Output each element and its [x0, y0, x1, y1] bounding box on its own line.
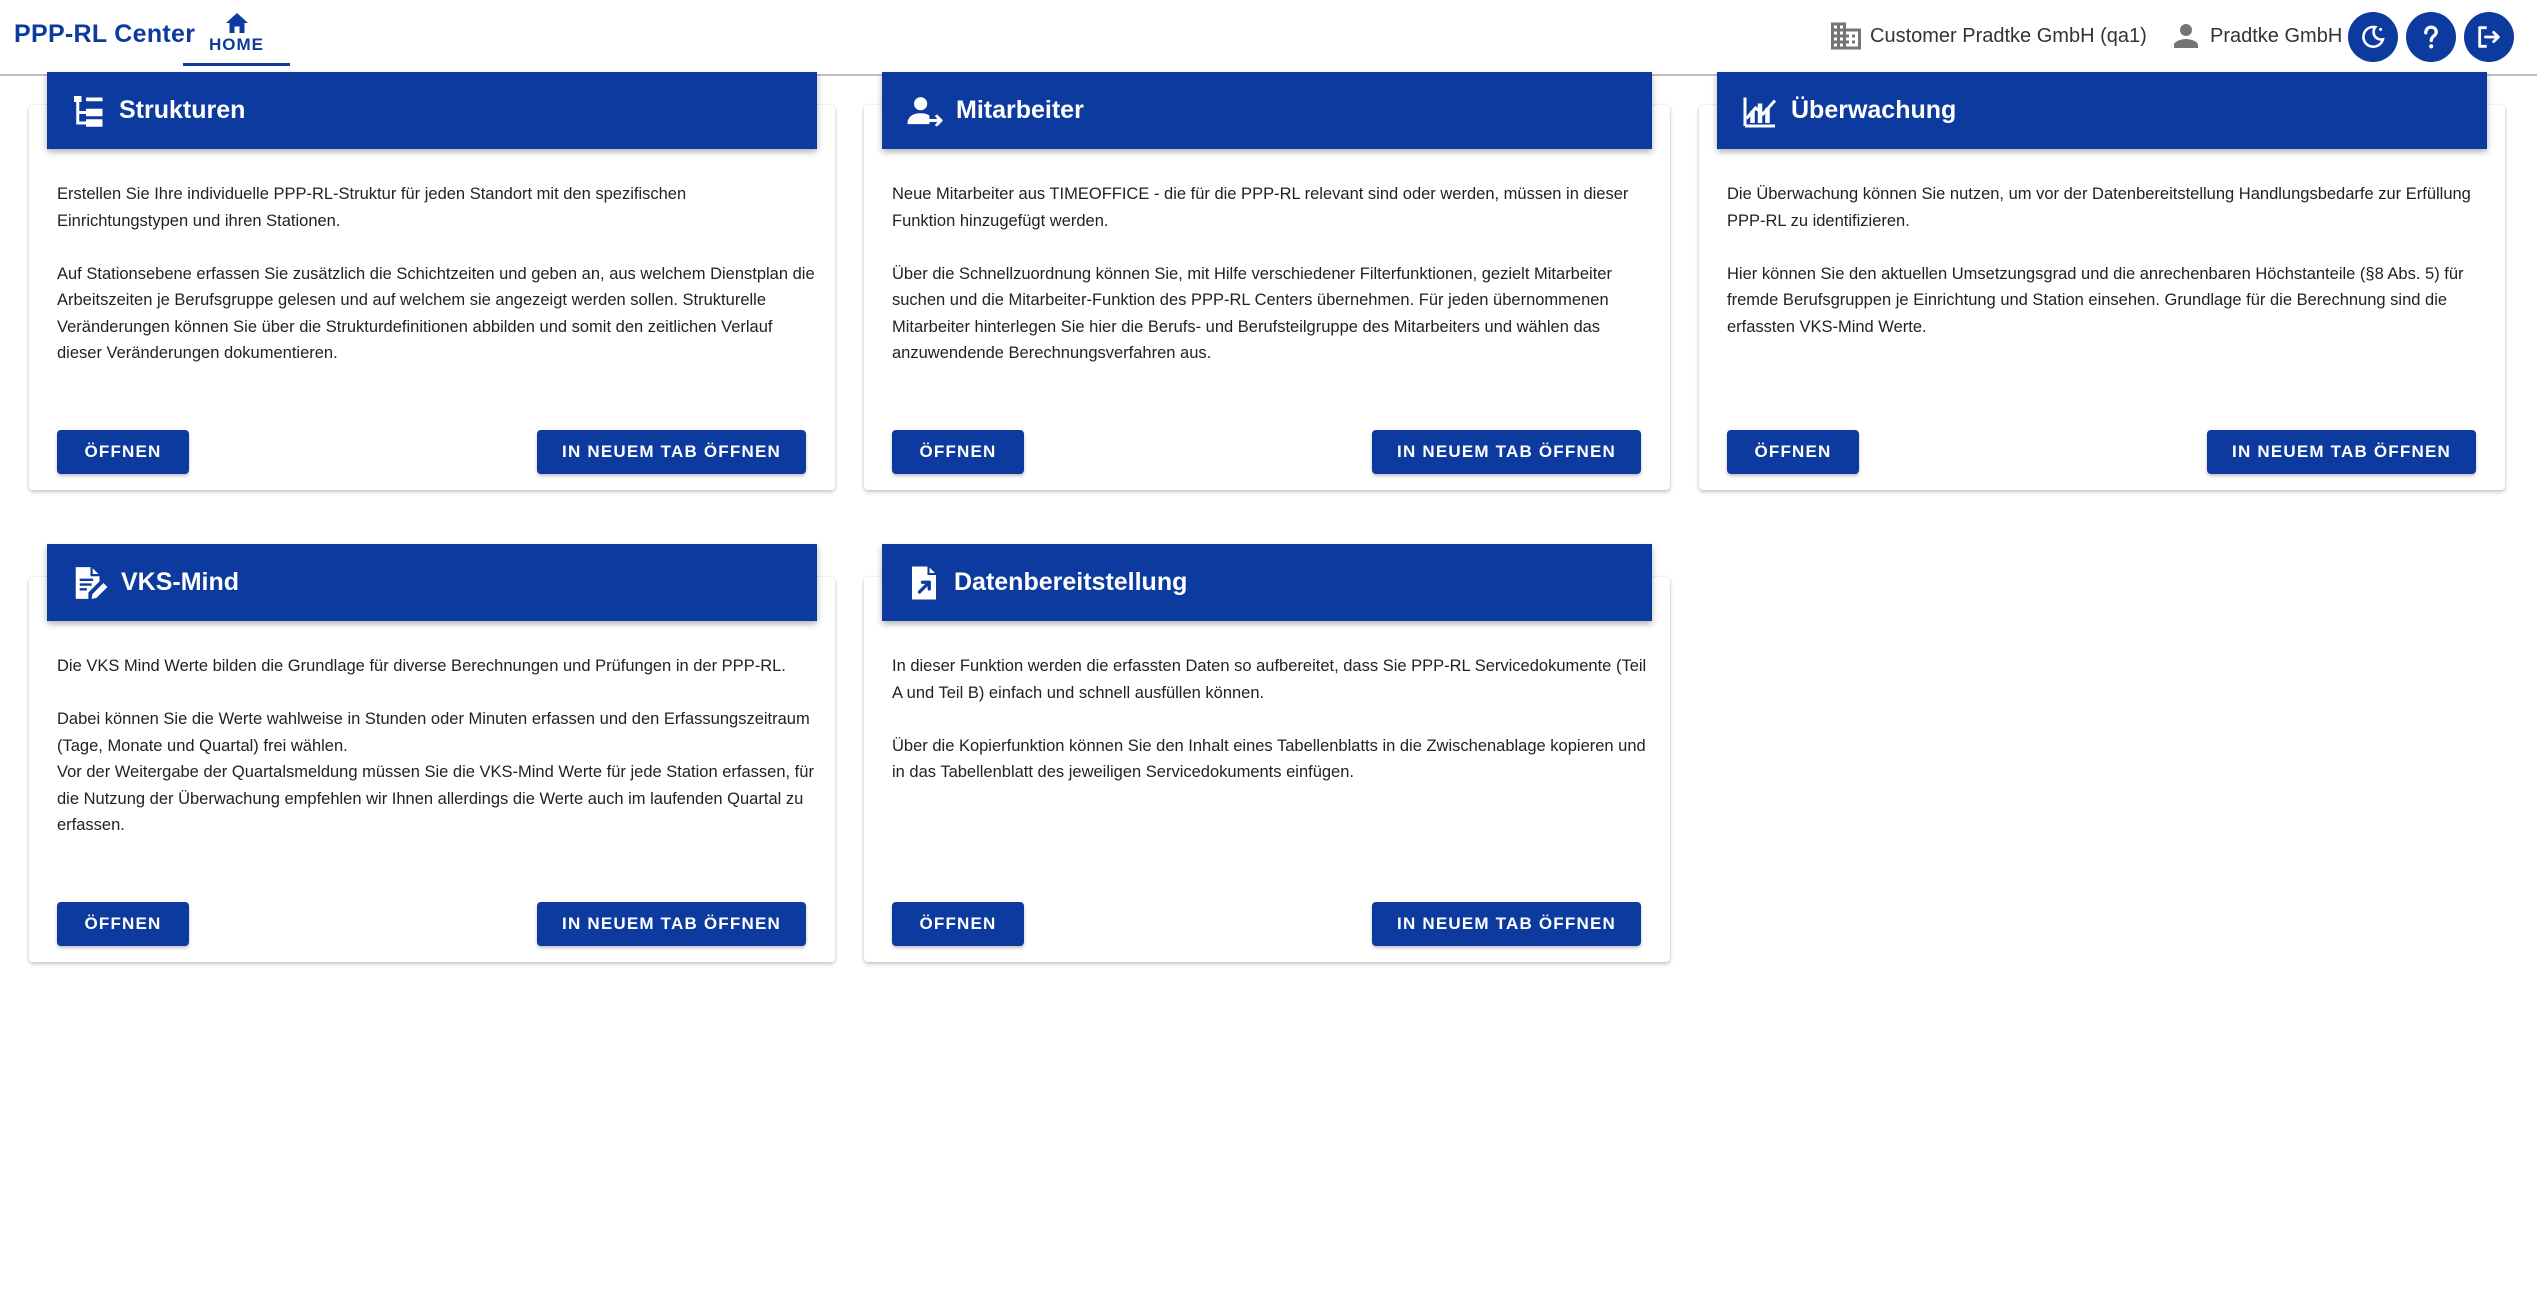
card-paragraph: Die VKS Mind Werte bilden die Grundlage für diverse Berechnungen und Prüfungen in der PPP-RL. — [57, 657, 786, 675]
file-export-icon — [906, 564, 942, 602]
app-title[interactable]: PPP-RL Center — [14, 20, 196, 48]
card-paragraph: Über die Schnellzuordnung können Sie, mit Hilfe verschiedener Filterfunktionen, gezielt Mitarbeiter suchen und die Mitarbeiter-Funktion des PPP-RL Centers übernehmen. Für jeden übernommenen Mitarbeiter hinterlegen Sie hier die Berufs- und Berufsteilgruppe des Mitarbeiters und wählen das anzuwendende Berechnungsverfahren aus. — [892, 264, 1612, 362]
card-description — [57, 653, 817, 839]
card-paragraph: Vor der Weitergabe der Quartalsmeldung müssen Sie die VKS-Mind Werte für jede Station erfassen, für die Nutzung der Überwachung empfehlen wir Ihnen allerdings die Werte auch im laufenden Quartal zu erfassen. — [57, 763, 814, 834]
help-button[interactable] — [2406, 12, 2456, 62]
open-in-new-tab-button[interactable]: IN NEUEM TAB ÖFFNEN — [1372, 430, 1641, 474]
card-paragraph: Die Überwachung können Sie nutzen, um vor der Datenbereitstellung Handlungsbedarfe zur Erfüllung PPP-RL zu identifizieren. — [1727, 185, 2471, 230]
card-datenbereitstellung — [864, 568, 1670, 962]
user-name: Pradtke GmbH — [2210, 24, 2343, 47]
card-vks-mind — [29, 568, 835, 962]
card-description — [57, 181, 817, 367]
tab-home[interactable] — [183, 10, 290, 66]
person-icon — [2168, 18, 2204, 54]
chart-trend-icon — [1741, 93, 1779, 129]
logout-button[interactable] — [2464, 12, 2514, 62]
card-paragraph: Erstellen Sie Ihre individuelle PPP-RL-Struktur für jeden Standort mit den spezifischen Einrichtungstypen und ihren Stationen. — [57, 185, 687, 230]
card-header — [47, 72, 817, 149]
card-strukturen — [29, 96, 835, 490]
card-paragraph: Hier können Sie den aktuellen Umsetzungsgrad und die anrechenbaren Höchstanteile (§8 Abs. 5) für fremde Berufsgruppen je Einrichtung und Station einsehen. Grundlage für die Berechnung sind die erfassten VKS-Mind Werte. — [1727, 264, 2464, 336]
card-title: Strukturen — [119, 96, 246, 124]
open-button[interactable]: ÖFFNEN — [1727, 430, 1859, 474]
card-title: VKS-Mind — [121, 568, 240, 596]
person-arrow-icon — [906, 93, 944, 129]
card-description — [892, 653, 1652, 786]
tab-home-label: HOME — [209, 35, 264, 54]
user-menu[interactable] — [2168, 18, 2342, 54]
document-edit-icon — [71, 564, 109, 602]
open-button[interactable]: ÖFFNEN — [57, 430, 189, 474]
card-title: Datenbereitstellung — [954, 568, 1188, 596]
open-button[interactable]: ÖFFNEN — [892, 902, 1024, 946]
card-ueberwachung — [1699, 96, 2505, 490]
theme-toggle-icon — [2359, 23, 2387, 51]
card-paragraph: Auf Stationsebene erfassen Sie zusätzlich die Schichtzeiten und geben an, aus welchem Dienstplan die Arbeitszeiten je Berufsgruppe gelesen und auf welchem sie angezeigt werden sollen. Strukturelle Veränderungen können Sie über die Strukturdefinitionen abbilden und somit den zeitlichen Verlauf dieser Veränderungen dokumentieren. — [57, 264, 815, 362]
card-paragraph: Neue Mitarbeiter aus TIMEOFFICE - die für die PPP-RL relevant sind oder werden, müssen in dieser Funktion hinzugefügt werden. — [892, 185, 1629, 230]
home-icon — [225, 12, 249, 34]
open-in-new-tab-button[interactable]: IN NEUEM TAB ÖFFNEN — [537, 902, 806, 946]
card-header — [882, 72, 1652, 149]
card-mitarbeiter — [864, 96, 1670, 490]
logout-icon — [2475, 23, 2503, 51]
customer-name: Customer Pradtke GmbH (qa1) — [1870, 24, 2147, 47]
building-icon — [1828, 18, 1864, 54]
card-title: Überwachung — [1791, 96, 1957, 124]
open-in-new-tab-button[interactable]: IN NEUEM TAB ÖFFNEN — [1372, 902, 1641, 946]
help-icon — [2417, 23, 2445, 51]
open-in-new-tab-button[interactable]: IN NEUEM TAB ÖFFNEN — [537, 430, 806, 474]
card-paragraph: Dabei können Sie die Werte wahlweise in Stunden oder Minuten erfassen und den Erfassungszeitraum (Tage, Monate und Quartal) frei wählen. — [57, 710, 810, 755]
tree-structure-icon — [71, 93, 107, 129]
card-description — [892, 181, 1652, 367]
card-title: Mitarbeiter — [956, 96, 1084, 124]
card-header — [1717, 72, 2487, 149]
card-header — [882, 544, 1652, 621]
card-paragraph: Über die Kopierfunktion können Sie den Inhalt eines Tabellenblatts in die Zwischenablage kopieren und in das Tabellenblatt des jeweiligen Servicedokuments einfügen. — [892, 736, 1646, 781]
card-description — [1727, 181, 2487, 340]
top-app-bar — [0, 0, 2537, 76]
customer-selector[interactable] — [1828, 18, 2147, 54]
card-paragraph: In dieser Funktion werden die erfassten Daten so aufbereitet, dass Sie PPP-RL Servicedokumente (Teil A und Teil B) einfach und schnell ausfüllen können. — [892, 657, 1647, 702]
open-button[interactable]: ÖFFNEN — [57, 902, 189, 946]
card-header — [47, 544, 817, 621]
open-in-new-tab-button[interactable]: IN NEUEM TAB ÖFFNEN — [2207, 430, 2476, 474]
theme-toggle-button[interactable] — [2348, 12, 2398, 62]
open-button[interactable]: ÖFFNEN — [892, 430, 1024, 474]
